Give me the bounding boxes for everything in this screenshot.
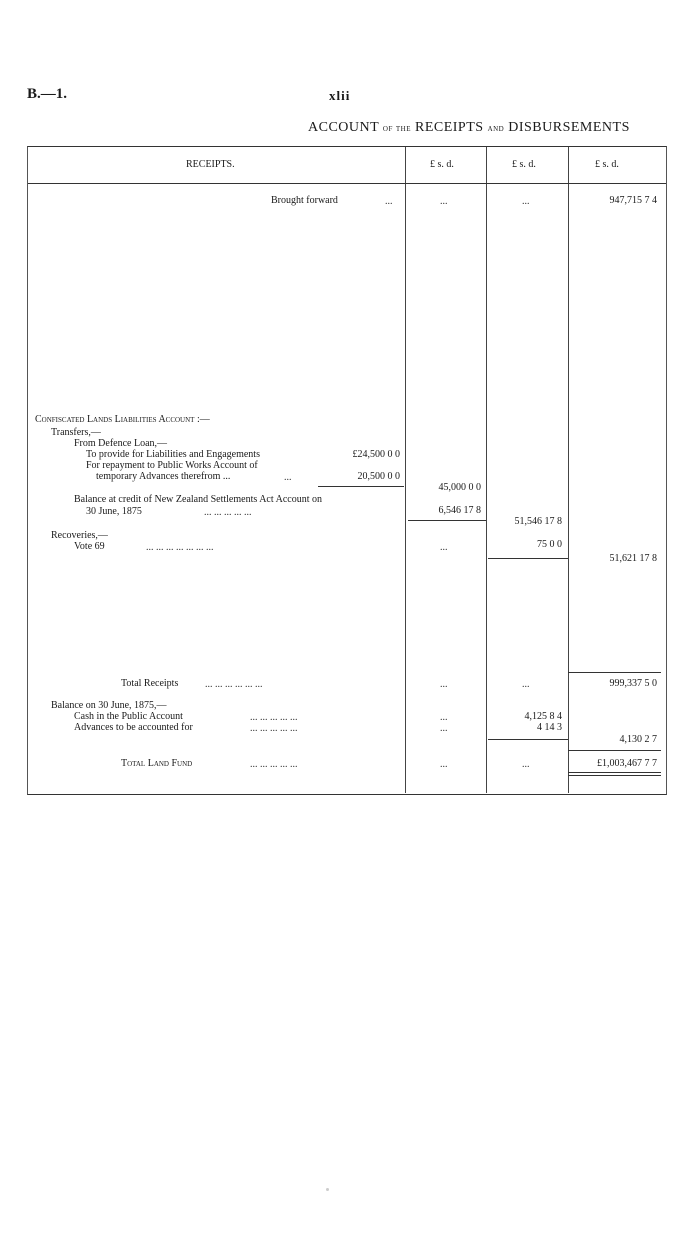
confiscated-lands-heading: Confiscated Lands Liabilities Account :—	[35, 414, 210, 425]
cash-public-amount: 4,125 8 4	[524, 711, 562, 722]
subtotal-rule	[568, 750, 661, 751]
repayment-label-line2: temporary Advances therefrom ...	[96, 471, 231, 482]
subtotal-rule	[488, 558, 568, 559]
page-reference: B.—1.	[27, 86, 68, 102]
title-part-receipts: RECEIPTS	[414, 120, 484, 135]
brought-forward-col3: 947,715 7 4	[609, 195, 657, 206]
page-mark	[326, 1188, 329, 1191]
advances-col1: ...	[440, 723, 448, 734]
repayment-amount: 20,500 0 0	[357, 471, 400, 482]
total-double-rule-top	[568, 772, 661, 773]
total-land-fund-col1: ...	[440, 759, 448, 770]
balance-credit-amount: 6,546 17 8	[438, 505, 481, 516]
cash-public-account-label: Cash in the Public Account	[74, 711, 183, 722]
vote-69-col1: ...	[440, 542, 448, 553]
page-number: xlii	[329, 88, 351, 103]
total-land-fund-col2: ...	[522, 759, 530, 770]
vote-69-amount: 75 0 0	[537, 539, 562, 550]
subtotal-rule	[568, 672, 661, 673]
vote-69-label: Vote 69	[74, 541, 105, 552]
column-header-amount-2: £ s. d.	[512, 159, 536, 170]
balance-total-col3: 4,130 2 7	[619, 734, 657, 745]
subtotal-rule	[488, 739, 568, 740]
column-header-receipts: RECEIPTS.	[186, 159, 235, 170]
repayment-label-line1: For repayment to Public Works Account of	[86, 460, 258, 471]
column-divider-2	[486, 147, 487, 793]
leader-dots: ... ... ... ... ...	[204, 507, 252, 518]
leader-dots: ... ... ... ... ... ... ...	[146, 542, 214, 553]
leader-dots: ... ... ... ... ...	[250, 759, 298, 770]
column-header-amount-1: £ s. d.	[430, 159, 454, 170]
title-of-the: of the	[382, 123, 411, 134]
title-and: and	[487, 123, 505, 134]
provide-liabilities-label: To provide for Liabilities and Engagements	[86, 449, 260, 460]
recoveries-heading: Recoveries,—	[51, 530, 108, 541]
from-defence-loan: From Defence Loan,—	[74, 438, 168, 449]
transfers-total: 45,000 0 0	[438, 482, 481, 493]
brought-forward-label: Brought forward	[271, 195, 338, 206]
leader-dots: ...	[284, 472, 292, 483]
leader-dots: ... ... ... ... ...	[250, 723, 298, 734]
total-land-fund-label: Total Land Fund	[121, 758, 193, 769]
total-double-rule-bottom	[568, 775, 661, 776]
receipts-ledger-table	[27, 146, 667, 795]
balance-credit-line2: 30 June, 1875	[86, 506, 142, 517]
header-rule	[28, 183, 666, 184]
section-total-col3: 51,621 17 8	[609, 553, 657, 564]
brought-forward-col1: ...	[440, 196, 448, 207]
column-divider-1	[405, 147, 406, 793]
advances-label: Advances to be accounted for	[74, 722, 193, 733]
total-land-fund-amount: £1,003,467 7 7	[597, 758, 657, 769]
advances-amount: 4 14 3	[537, 722, 562, 733]
total-receipts-col2: ...	[522, 679, 530, 690]
account-title	[308, 120, 630, 136]
brought-forward-col2: ...	[522, 196, 530, 207]
transfers-heading: Transfers,—	[51, 427, 101, 438]
balance-june-heading: Balance on 30 June, 1875,—	[51, 700, 167, 711]
cash-public-col1: ...	[440, 712, 448, 723]
column-divider-3	[568, 147, 569, 793]
section-subtotal-col2: 51,546 17 8	[514, 516, 562, 527]
title-part-disbursements: DISBURSEMENTS	[508, 120, 630, 135]
subtotal-rule	[318, 486, 404, 487]
leader-dots: ... ... ... ... ...	[250, 712, 298, 723]
title-part-account: ACCOUNT	[308, 120, 379, 135]
total-receipts-label: Total Receipts	[121, 678, 179, 689]
leader-dots: ...	[385, 196, 393, 207]
provide-liabilities-amount: £24,500 0 0	[352, 449, 400, 460]
total-receipts-amount: 999,337 5 0	[609, 678, 657, 689]
total-receipts-col1: ...	[440, 679, 448, 690]
leader-dots: ... ... ... ... ... ...	[205, 679, 263, 690]
subtotal-rule	[408, 520, 486, 521]
column-header-amount-3: £ s. d.	[595, 159, 619, 170]
balance-credit-line1: Balance at credit of New Zealand Settlements Act Account on	[74, 494, 322, 505]
